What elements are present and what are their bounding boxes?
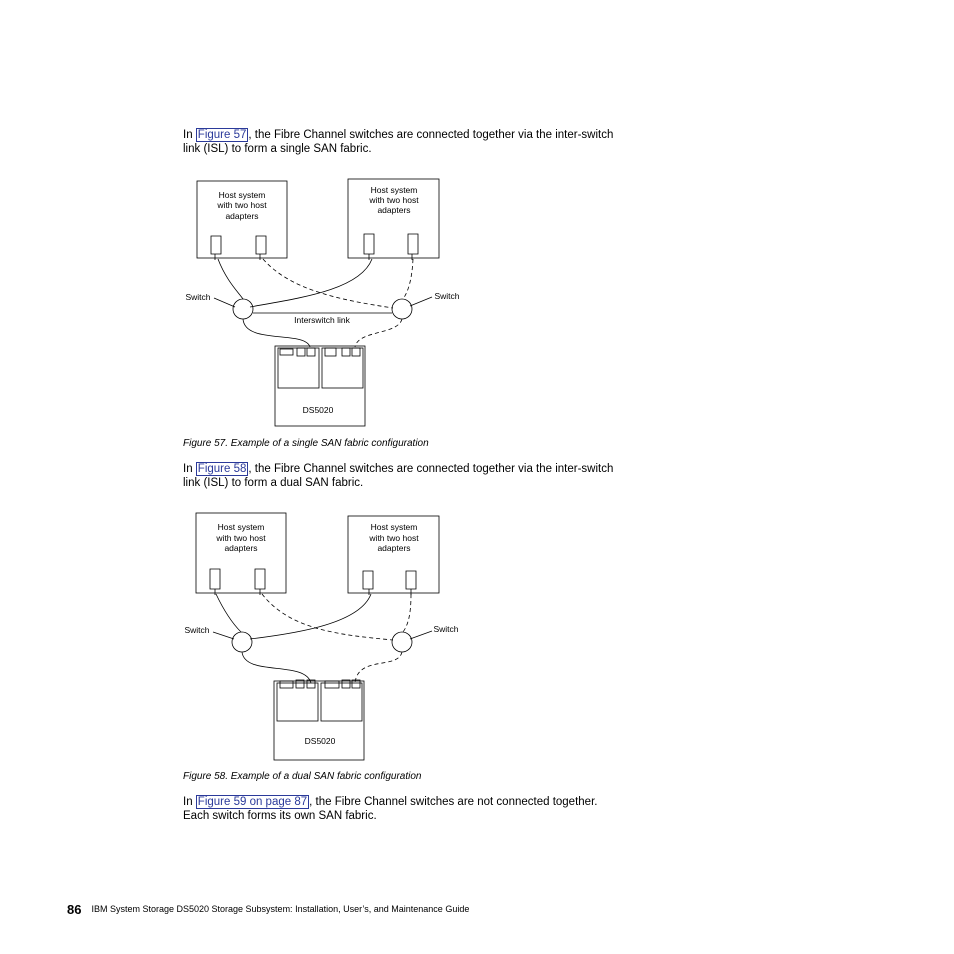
host-right-label-1: Host system <box>370 185 418 195</box>
switch-right <box>392 632 412 652</box>
switch-right-label: Switch <box>434 291 460 301</box>
cable-dashed <box>355 652 402 683</box>
port <box>280 349 293 355</box>
cable-dashed <box>355 319 402 347</box>
switch-left-label: Switch <box>185 292 211 302</box>
switch-right-label: Switch <box>433 624 459 634</box>
port <box>280 681 293 688</box>
interswitch-link-label: Interswitch link <box>294 315 350 325</box>
port <box>342 348 350 356</box>
figure-57-caption: Figure 57. Example of a single SAN fabric configuration <box>183 438 429 449</box>
page-footer <box>67 902 469 917</box>
host-adapter-icon <box>256 236 266 260</box>
host-left-label-2: with two host <box>217 200 267 210</box>
host-adapter-icon <box>210 569 220 595</box>
host-adapter-icon <box>363 571 373 595</box>
host-adapter-icon <box>364 234 374 260</box>
port <box>325 681 339 688</box>
cable-dashed <box>403 594 411 632</box>
host-left-label-3: adapters <box>224 543 258 553</box>
port <box>352 348 360 356</box>
ds5020-controller-b <box>322 348 363 388</box>
paragraph-3-text-end: , the Fibre Channel switches are not connected together. Each switch forms its own SAN fabric. <box>183 796 598 822</box>
paragraph-1-text-start: In <box>183 129 196 141</box>
host-right-label-1: Host system <box>370 522 418 532</box>
port <box>307 348 315 356</box>
host-right-label-2: with two host <box>369 533 419 543</box>
figure-59-link[interactable]: Figure 59 on page 87 <box>197 796 308 808</box>
switch-left-leader <box>214 298 235 307</box>
host-left-label-1: Host system <box>217 522 265 532</box>
switch-right <box>392 299 412 319</box>
figure-58-link[interactable]: Figure 58 <box>197 463 247 475</box>
paragraph-2-text-start: In <box>183 463 196 475</box>
ds5020-controller-b <box>321 683 362 721</box>
switch-left-leader <box>213 632 234 639</box>
page-number: 86 <box>67 902 82 917</box>
host-right-label-3: adapters <box>377 543 411 553</box>
paragraph-2-text-end: , the Fibre Channel switches are connected together via the inter-switch link (ISL) to form a dual SAN fabric. <box>183 463 614 489</box>
ds5020-label: DS5020 <box>304 736 336 746</box>
port <box>297 348 305 356</box>
host-left-label-3: adapters <box>225 211 259 221</box>
paragraph-2 <box>183 462 623 490</box>
figure-57-link[interactable]: Figure 57 <box>197 129 247 141</box>
cable-dashed <box>263 259 393 308</box>
host-adapter-icon <box>211 236 221 260</box>
ds5020-label: DS5020 <box>302 405 334 415</box>
paragraph-3 <box>183 795 623 823</box>
switch-left <box>233 299 253 319</box>
host-left-label-2: with two host <box>216 533 266 543</box>
host-adapter-icon <box>406 571 416 595</box>
cable-dashed <box>403 259 413 299</box>
ds5020-storage <box>274 681 364 760</box>
host-left-label-1: Host system <box>218 190 266 200</box>
switch-left-label: Switch <box>184 625 210 635</box>
paragraph-1 <box>183 128 623 156</box>
cable-solid <box>216 594 241 632</box>
ds5020-controller-a <box>277 683 318 721</box>
host-adapter-icon <box>408 234 418 260</box>
switch-right-leader <box>410 631 432 639</box>
cable-solid <box>218 259 243 299</box>
paragraph-3-text-start: In <box>183 796 196 808</box>
figure-57-diagram <box>0 170 954 470</box>
figure-58-caption: Figure 58. Example of a dual SAN fabric configuration <box>183 771 422 782</box>
port <box>325 348 336 356</box>
figure-58-diagram <box>0 505 954 805</box>
ds5020-controller-a <box>278 348 319 388</box>
switch-left <box>232 632 252 652</box>
host-right-label-2: with two host <box>369 195 419 205</box>
cable-solid <box>250 259 372 307</box>
paragraph-1-text-end: , the Fibre Channel switches are connected together via the inter-switch link (ISL) to form a single SAN fabric. <box>183 129 614 155</box>
host-right-label-3: adapters <box>377 205 411 215</box>
footer-title: IBM System Storage DS5020 Storage Subsystem: Installation, User’s, and Maintenance Guide <box>91 903 470 914</box>
host-adapter-icon <box>255 569 265 595</box>
switch-right-leader <box>410 297 432 306</box>
cable-solid <box>242 652 311 683</box>
cable-dashed <box>262 594 393 640</box>
